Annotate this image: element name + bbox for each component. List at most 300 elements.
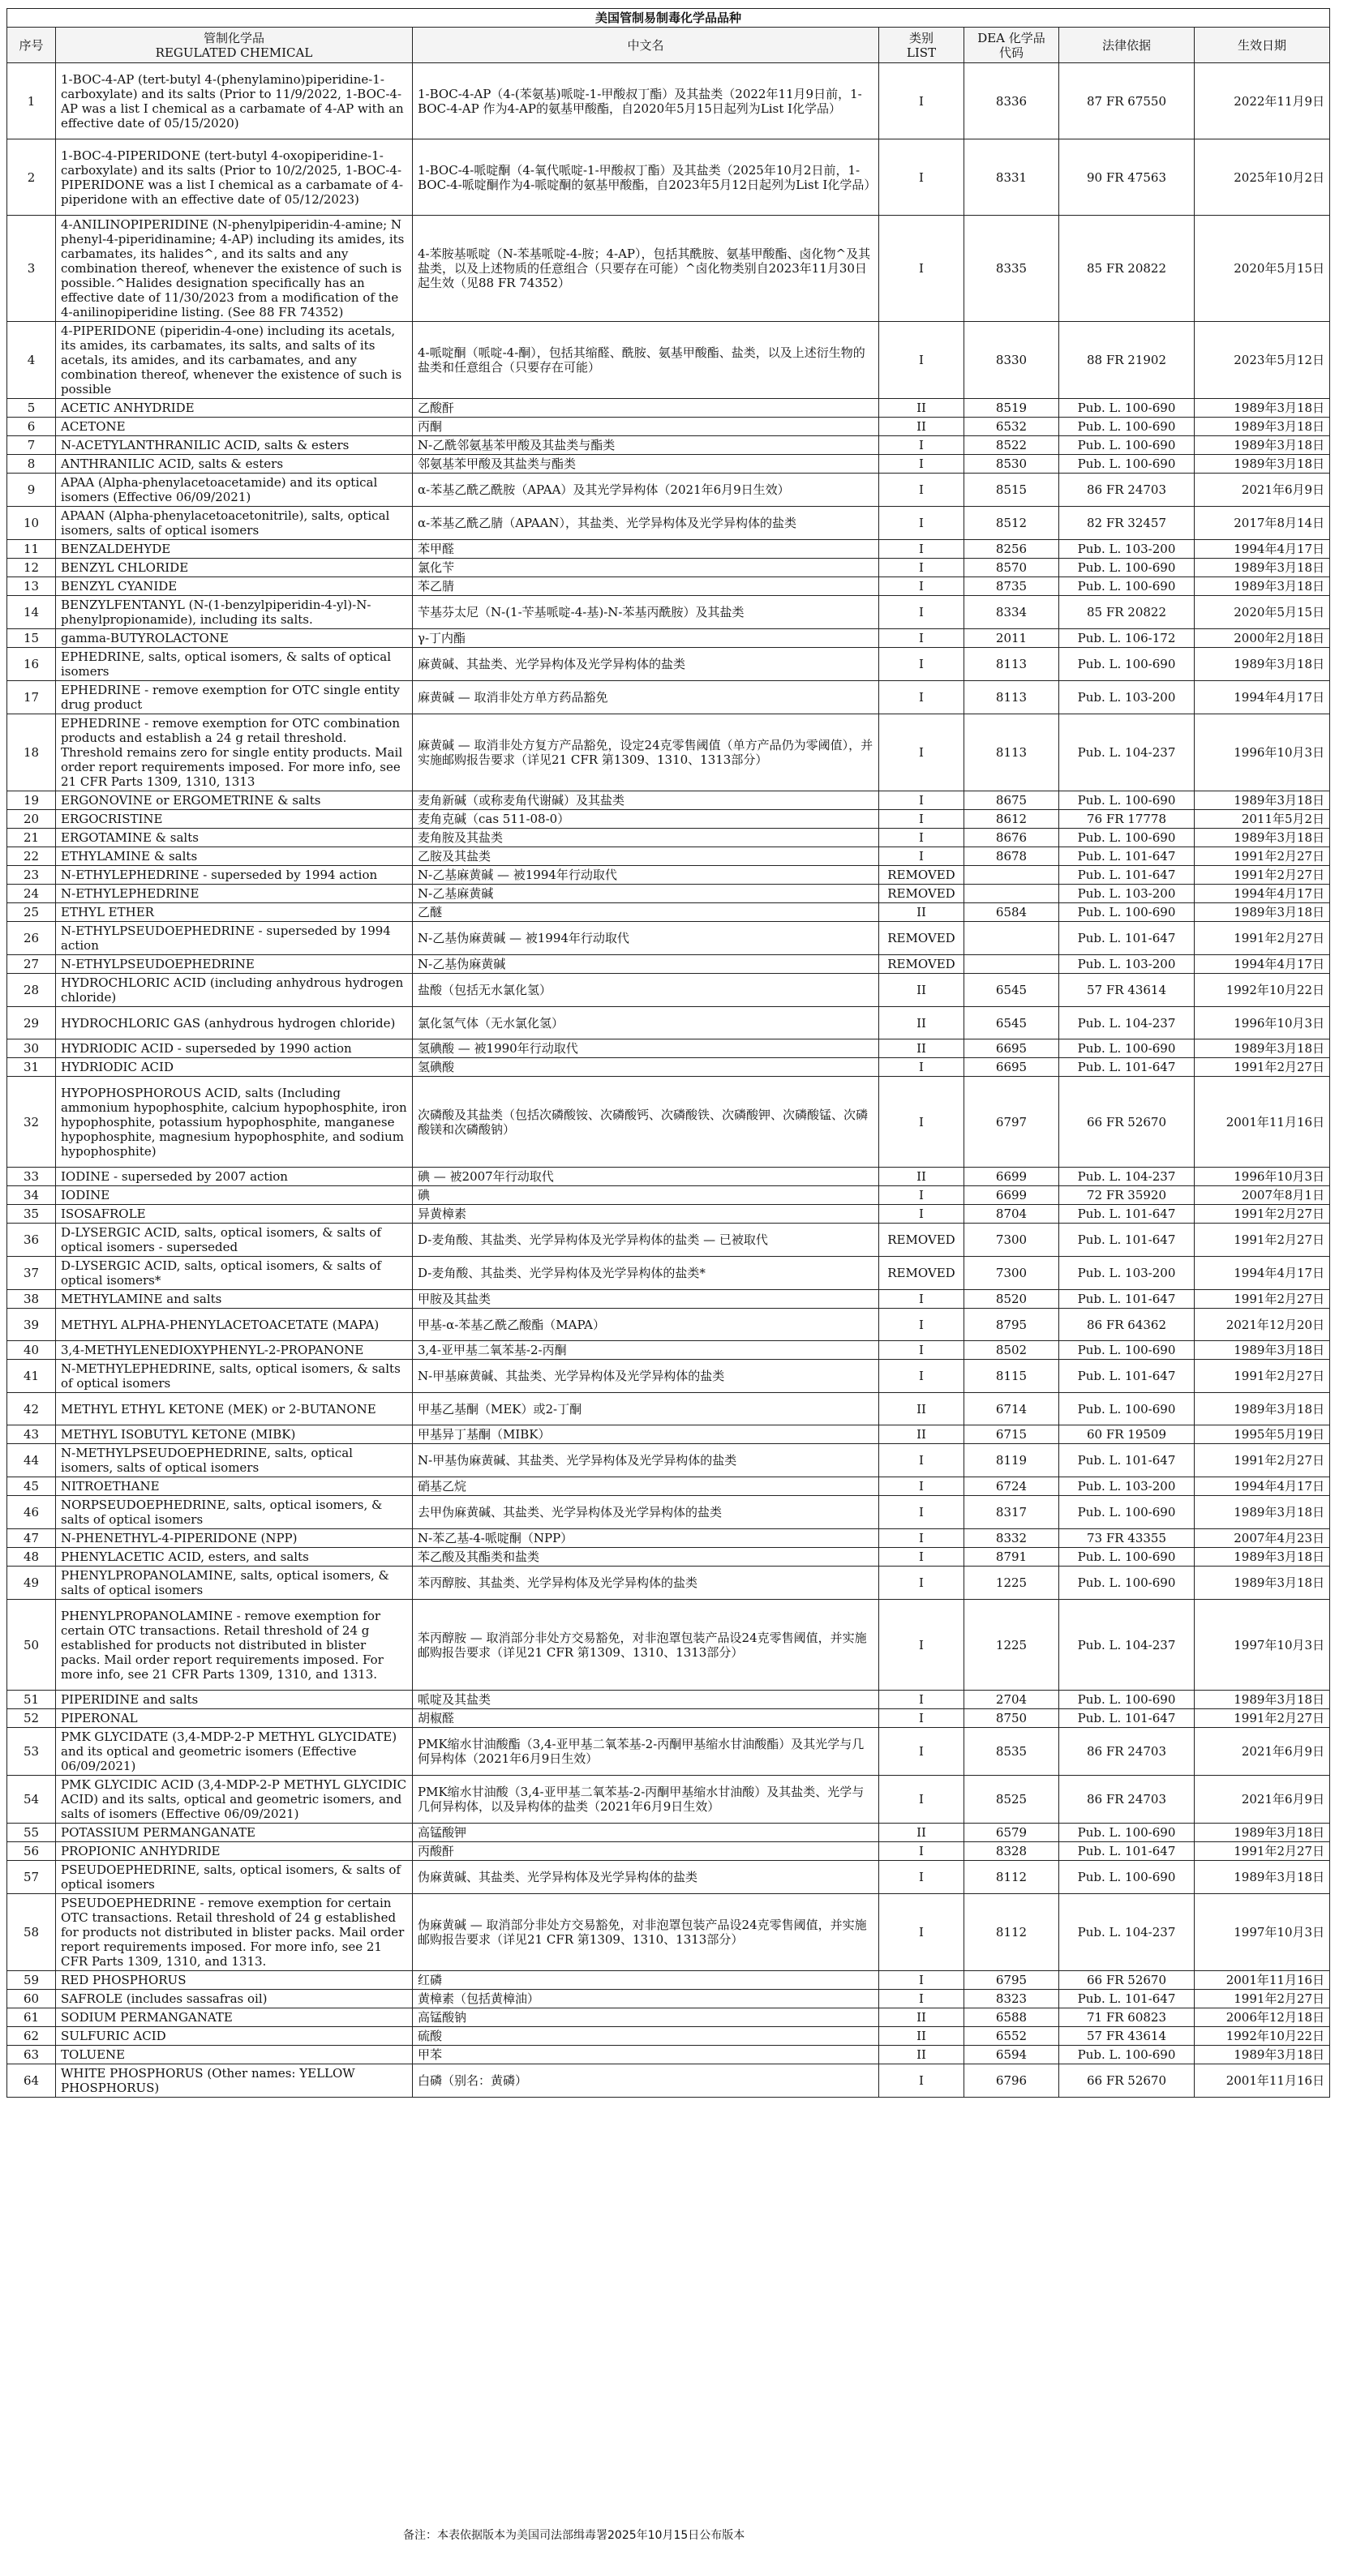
effective-date: 1989年3月18日 — [1195, 791, 1330, 810]
dea-code: 6532 — [964, 418, 1059, 436]
effective-date: 1991年2月27日 — [1195, 1444, 1330, 1477]
list-class: I — [879, 1496, 964, 1529]
dea-code: 8678 — [964, 847, 1059, 866]
row-number: 50 — [7, 1600, 56, 1691]
row-number: 57 — [7, 1861, 56, 1894]
chemical-name-en: N-ETHYLPSEUDOEPHEDRINE - superseded by 1994 action — [56, 922, 413, 955]
list-class: I — [879, 63, 964, 139]
list-class: I — [879, 216, 964, 322]
chemical-name-en: 1-BOC-4-AP (tert-butyl 4-(phenylamino)piperidine-1-carboxylate) and its salts (Prior to 11/9/2022, 1-BOC-4-AP was a list I chemical as a carbamate of 4-AP with an effective date of 05/15/2020) — [56, 63, 413, 139]
legal-basis: Pub. L. 101-647 — [1059, 1990, 1195, 2008]
legal-basis: Pub. L. 100-690 — [1059, 791, 1195, 810]
chemical-name-en: POTASSIUM PERMANGANATE — [56, 1824, 413, 1842]
list-class: II — [879, 399, 964, 418]
legal-basis: Pub. L. 101-647 — [1059, 1205, 1195, 1224]
chemical-table — [6, 8, 1330, 2098]
list-class: I — [879, 322, 964, 399]
row-number: 24 — [7, 885, 56, 903]
dea-code: 8323 — [964, 1990, 1059, 2008]
chemical-name-en: HYDROCHLORIC ACID (including anhydrous hydrogen chloride) — [56, 974, 413, 1007]
list-class: I — [879, 474, 964, 507]
chemical-name-en: PHENYLPROPANOLAMINE - remove exemption for certain OTC transactions. Retail threshold of 24 g established for products not distributed in blister packs. Mail order report requirements imposed. For more info, see 21 CFR Parts 1309, 1310, and 1313. — [56, 1600, 413, 1691]
legal-basis: Pub. L. 100-690 — [1059, 1341, 1195, 1360]
effective-date: 1989年3月18日 — [1195, 577, 1330, 596]
header-list — [879, 28, 964, 63]
effective-date: 1991年2月27日 — [1195, 1205, 1330, 1224]
chemical-name-cn: 邻氨基苯甲酸及其盐类与酯类 — [413, 455, 879, 474]
dea-code: 8676 — [964, 829, 1059, 847]
effective-date: 2020年5月15日 — [1195, 216, 1330, 322]
list-class: II — [879, 418, 964, 436]
row-number: 41 — [7, 1360, 56, 1393]
effective-date: 1989年3月18日 — [1195, 1548, 1330, 1567]
chemical-name-cn: 4-苯胺基哌啶（N-苯基哌啶-4-胺；4-AP），包括其酰胺、氨基甲酸酯、卤化物^及其盐类，以及上述物质的任意组合（只要存在可能）^卤化物类别自2023年11月30日起生效（见88 FR 74352） — [413, 216, 879, 322]
dea-code: 6797 — [964, 1077, 1059, 1168]
legal-basis: 85 FR 20822 — [1059, 596, 1195, 629]
table-row — [7, 847, 1330, 866]
table-row — [7, 1728, 1330, 1776]
table-row — [7, 139, 1330, 216]
chemical-name-en: NITROETHANE — [56, 1477, 413, 1496]
table-row — [7, 559, 1330, 577]
table-row — [7, 810, 1330, 829]
chemical-name-en: N-ACETYLANTHRANILIC ACID, salts & esters — [56, 436, 413, 455]
chemical-name-en: 3,4-METHYLENEDIOXYPHENYL-2-PROPANONE — [56, 1341, 413, 1360]
effective-date: 2017年8月14日 — [1195, 507, 1330, 540]
dea-code: 8256 — [964, 540, 1059, 559]
chemical-name-en: ETHYL ETHER — [56, 903, 413, 922]
table-row — [7, 903, 1330, 922]
effective-date: 1994年4月17日 — [1195, 681, 1330, 714]
table-row — [7, 1600, 1330, 1691]
legal-basis: Pub. L. 103-200 — [1059, 540, 1195, 559]
dea-code: 8750 — [964, 1709, 1059, 1728]
effective-date: 2020年5月15日 — [1195, 596, 1330, 629]
list-class: I — [879, 455, 964, 474]
chemical-name-en: METHYL ISOBUTYL KETONE (MIBK) — [56, 1425, 413, 1444]
effective-date: 1989年3月18日 — [1195, 1393, 1330, 1425]
legal-basis: Pub. L. 100-690 — [1059, 1824, 1195, 1842]
effective-date: 2000年2月18日 — [1195, 629, 1330, 648]
dea-code: 8330 — [964, 322, 1059, 399]
effective-date: 1989年3月18日 — [1195, 1567, 1330, 1600]
effective-date: 1996年10月3日 — [1195, 714, 1330, 791]
header-list-cn: 类别 — [908, 30, 934, 45]
header-code — [964, 28, 1059, 63]
list-class: I — [879, 1186, 964, 1205]
legal-basis: Pub. L. 101-647 — [1059, 1058, 1195, 1077]
effective-date: 1994年4月17日 — [1195, 885, 1330, 903]
chemical-name-cn: 苯甲醛 — [413, 540, 879, 559]
effective-date: 1989年3月18日 — [1195, 1861, 1330, 1894]
legal-basis: Pub. L. 100-690 — [1059, 1861, 1195, 1894]
list-class: I — [879, 1360, 964, 1393]
legal-basis: Pub. L. 104-237 — [1059, 1007, 1195, 1039]
legal-basis: Pub. L. 103-200 — [1059, 1257, 1195, 1290]
dea-code: 7300 — [964, 1257, 1059, 1290]
row-number: 4 — [7, 322, 56, 399]
chemical-name-en: HYDRIODIC ACID — [56, 1058, 413, 1077]
list-class: I — [879, 540, 964, 559]
table-row — [7, 714, 1330, 791]
effective-date: 1989年3月18日 — [1195, 1039, 1330, 1058]
effective-date: 1994年4月17日 — [1195, 955, 1330, 974]
row-number: 35 — [7, 1205, 56, 1224]
dea-code: 6796 — [964, 2064, 1059, 2098]
legal-basis: 82 FR 32457 — [1059, 507, 1195, 540]
effective-date: 2025年10月2日 — [1195, 139, 1330, 216]
dea-code: 8522 — [964, 436, 1059, 455]
list-class: REMOVED — [879, 1257, 964, 1290]
effective-date: 1991年2月27日 — [1195, 1360, 1330, 1393]
table-row — [7, 540, 1330, 559]
chemical-name-cn: 甲基异丁基酮（MIBK） — [413, 1425, 879, 1444]
legal-basis: 87 FR 67550 — [1059, 63, 1195, 139]
chemical-name-en: PHENYLACETIC ACID, esters, and salts — [56, 1548, 413, 1567]
chemical-name-en: N-METHYLEPHEDRINE, salts, optical isomers, & salts of optical isomers — [56, 1360, 413, 1393]
table-row — [7, 1824, 1330, 1842]
chemical-name-en: ETHYLAMINE & salts — [56, 847, 413, 866]
row-number: 39 — [7, 1309, 56, 1341]
chemical-name-cn: 3,4-亚甲基二氧苯基-2-丙酮 — [413, 1341, 879, 1360]
legal-basis: Pub. L. 104-237 — [1059, 714, 1195, 791]
table-row — [7, 829, 1330, 847]
chemical-name-cn: γ-丁内酯 — [413, 629, 879, 648]
row-number: 22 — [7, 847, 56, 866]
dea-code: 8570 — [964, 559, 1059, 577]
chemical-name-en: ERGONOVINE or ERGOMETRINE & salts — [56, 791, 413, 810]
row-number: 2 — [7, 139, 56, 216]
chemical-name-en: IODINE - superseded by 2007 action — [56, 1168, 413, 1186]
chemical-name-en: 4-PIPERIDONE (piperidin-4-one) including its acetals, its amides, its carbamates, its salts, and salts of its acetals, its amides, and its carbamates, and any combination thereof, whenever the existence of such is possible — [56, 322, 413, 399]
legal-basis: Pub. L. 100-690 — [1059, 436, 1195, 455]
table-row — [7, 1567, 1330, 1600]
legal-basis: Pub. L. 100-690 — [1059, 648, 1195, 681]
table-row — [7, 1224, 1330, 1257]
legal-basis: 57 FR 43614 — [1059, 2027, 1195, 2046]
table-row — [7, 681, 1330, 714]
row-number: 3 — [7, 216, 56, 322]
list-class: I — [879, 1341, 964, 1360]
chemical-name-en: ACETONE — [56, 418, 413, 436]
legal-basis: 57 FR 43614 — [1059, 974, 1195, 1007]
effective-date: 1991年2月27日 — [1195, 1224, 1330, 1257]
list-class: I — [879, 681, 964, 714]
table-row — [7, 974, 1330, 1007]
effective-date: 1991年2月27日 — [1195, 1709, 1330, 1728]
chemical-name-en: N-METHYLPSEUDOEPHEDRINE, salts, optical isomers, salts of optical isomers — [56, 1444, 413, 1477]
dea-code: 8512 — [964, 507, 1059, 540]
dea-code: 8336 — [964, 63, 1059, 139]
header-name-cn: 中文名 — [413, 28, 879, 63]
row-number: 9 — [7, 474, 56, 507]
effective-date: 2021年12月20日 — [1195, 1309, 1330, 1341]
chemical-name-en: PROPIONIC ANHYDRIDE — [56, 1842, 413, 1861]
chemical-name-cn: 苄基芬太尼（N-(1-苄基哌啶-4-基)-N-苯基丙酰胺）及其盐类 — [413, 596, 879, 629]
legal-basis: Pub. L. 100-690 — [1059, 1393, 1195, 1425]
chemical-name-cn: N-乙基麻黄碱 — 被1994年行动取代 — [413, 866, 879, 885]
legal-basis: Pub. L. 101-647 — [1059, 1444, 1195, 1477]
legal-basis: Pub. L. 101-647 — [1059, 1709, 1195, 1728]
table-row — [7, 955, 1330, 974]
table-row — [7, 474, 1330, 507]
dea-code: 8735 — [964, 577, 1059, 596]
chemical-name-cn: 甲苯 — [413, 2046, 879, 2064]
row-number: 16 — [7, 648, 56, 681]
effective-date: 1992年10月22日 — [1195, 2027, 1330, 2046]
chemical-name-cn: N-乙基麻黄碱 — [413, 885, 879, 903]
chemical-name-cn: 1-BOC-4-哌啶酮（4-氧代哌啶-1-甲酸叔丁酯）及其盐类（2025年10月2日前，1-BOC-4-哌啶酮作为4-哌啶酮的氨基甲酸酯，自2023年5月12日起列为List I化学品） — [413, 139, 879, 216]
chemical-name-cn: 氯化氢气体（无水氯化氢） — [413, 1007, 879, 1039]
table-row — [7, 922, 1330, 955]
table-row — [7, 1425, 1330, 1444]
chemical-name-en: METHYLAMINE and salts — [56, 1290, 413, 1309]
dea-code: 1225 — [964, 1567, 1059, 1600]
table-row — [7, 1290, 1330, 1309]
row-number: 62 — [7, 2027, 56, 2046]
effective-date: 1989年3月18日 — [1195, 1496, 1330, 1529]
legal-basis: Pub. L. 103-200 — [1059, 1477, 1195, 1496]
list-class: REMOVED — [879, 885, 964, 903]
effective-date: 1997年10月3日 — [1195, 1894, 1330, 1971]
row-number: 33 — [7, 1168, 56, 1186]
chemical-name-en: PHENYLPROPANOLAMINE, salts, optical isomers, & salts of optical isomers — [56, 1567, 413, 1600]
table-row — [7, 2064, 1330, 2098]
chemical-name-cn: 麦角新碱（或称麦角代谢碱）及其盐类 — [413, 791, 879, 810]
row-number: 21 — [7, 829, 56, 847]
chemical-name-cn: 苯乙腈 — [413, 577, 879, 596]
chemical-name-en: HYDRIODIC ACID - superseded by 1990 action — [56, 1039, 413, 1058]
legal-basis: Pub. L. 100-690 — [1059, 577, 1195, 596]
dea-code: 8525 — [964, 1776, 1059, 1824]
dea-code: 6695 — [964, 1058, 1059, 1077]
chemical-name-en: RED PHOSPHORUS — [56, 1971, 413, 1990]
row-number: 11 — [7, 540, 56, 559]
chemical-name-cn: α-苯基乙酰乙酰胺（APAA）及其光学异构体（2021年6月9日生效） — [413, 474, 879, 507]
row-number: 31 — [7, 1058, 56, 1077]
effective-date: 1989年3月18日 — [1195, 559, 1330, 577]
header-chemical-cn: 管制化学品 — [203, 30, 264, 45]
dea-code: 8530 — [964, 455, 1059, 474]
list-class: I — [879, 2064, 964, 2098]
effective-date: 2011年5月2日 — [1195, 810, 1330, 829]
table-row — [7, 1444, 1330, 1477]
chemical-name-en: N-ETHYLEPHEDRINE - superseded by 1994 action — [56, 866, 413, 885]
chemical-name-cn: 1-BOC-4-AP（4-(苯氨基)哌啶-1-甲酸叔丁酯）及其盐类（2022年11月9日前，1-BOC-4-AP 作为4-AP的氨基甲酸酯，自2020年5月15日起列为List I化学品） — [413, 63, 879, 139]
chemical-name-cn: 硫酸 — [413, 2027, 879, 2046]
header-chemical-en: REGULATED CHEMICAL — [155, 45, 313, 60]
list-class: II — [879, 903, 964, 922]
chemical-name-cn: 麻黄碱 — 取消非处方单方药品豁免 — [413, 681, 879, 714]
row-number: 25 — [7, 903, 56, 922]
chemical-name-en: TOLUENE — [56, 2046, 413, 2064]
chemical-name-cn: 4-哌啶酮（哌啶-4-酮），包括其缩醛、酰胺、氨基甲酸酯、盐类，以及上述衍生物的盐类和任意组合（只要存在可能） — [413, 322, 879, 399]
dea-code: 8119 — [964, 1444, 1059, 1477]
legal-basis: Pub. L. 104-237 — [1059, 1600, 1195, 1691]
dea-code: 8515 — [964, 474, 1059, 507]
dea-code: 8113 — [964, 681, 1059, 714]
dea-code: 6715 — [964, 1425, 1059, 1444]
dea-code: 8791 — [964, 1548, 1059, 1567]
dea-code: 8502 — [964, 1341, 1059, 1360]
row-number: 34 — [7, 1186, 56, 1205]
chemical-name-cn: α-苯基乙酰乙腈（APAAN），其盐类、光学异构体及光学异构体的盐类 — [413, 507, 879, 540]
row-number: 17 — [7, 681, 56, 714]
chemical-name-en: D-LYSERGIC ACID, salts, optical isomers, & salts of optical isomers - superseded — [56, 1224, 413, 1257]
table-row — [7, 1842, 1330, 1861]
legal-basis: Pub. L. 101-647 — [1059, 1224, 1195, 1257]
chemical-name-en: BENZYLFENTANYL (N-(1-benzylpiperidin-4-yl)-N-phenylpropionamide), including its salts. — [56, 596, 413, 629]
chemical-name-cn: 异黄樟素 — [413, 1205, 879, 1224]
chemical-name-en: EPHEDRINE, salts, optical isomers, & salts of optical isomers — [56, 648, 413, 681]
dea-code: 8112 — [964, 1894, 1059, 1971]
chemical-name-cn: 硝基乙烷 — [413, 1477, 879, 1496]
effective-date: 2007年8月1日 — [1195, 1186, 1330, 1205]
row-number: 20 — [7, 810, 56, 829]
table-row — [7, 648, 1330, 681]
row-number: 61 — [7, 2008, 56, 2027]
list-class: I — [879, 1971, 964, 1990]
dea-code: 6695 — [964, 1039, 1059, 1058]
row-number: 45 — [7, 1477, 56, 1496]
table-row — [7, 1990, 1330, 2008]
list-class: II — [879, 1039, 964, 1058]
chemical-name-en: D-LYSERGIC ACID, salts, optical isomers, & salts of optical isomers* — [56, 1257, 413, 1290]
list-class: I — [879, 1691, 964, 1709]
table-row — [7, 1168, 1330, 1186]
list-class: I — [879, 139, 964, 216]
legal-basis: Pub. L. 100-690 — [1059, 1548, 1195, 1567]
header-row — [7, 28, 1330, 63]
legal-basis: Pub. L. 100-690 — [1059, 2046, 1195, 2064]
list-class: I — [879, 577, 964, 596]
chemical-name-en: N-ETHYLPSEUDOEPHEDRINE — [56, 955, 413, 974]
chemical-name-cn: 哌啶及其盐类 — [413, 1691, 879, 1709]
row-number: 15 — [7, 629, 56, 648]
effective-date: 1997年10月3日 — [1195, 1600, 1330, 1691]
row-number: 5 — [7, 399, 56, 418]
header-code-cn: DEA 化学品 — [977, 30, 1045, 45]
dea-code: 8704 — [964, 1205, 1059, 1224]
list-class: II — [879, 2027, 964, 2046]
dea-code: 6588 — [964, 2008, 1059, 2027]
chemical-name-en: 1-BOC-4-PIPERIDONE (tert-butyl 4-oxopiperidine-1-carboxylate) and its salts (Prior to 10/2/2025, 1-BOC-4-PIPERIDONE was a list I chemical as a carbamate of 4-piperidone with an effective date of 05/12/2023) — [56, 139, 413, 216]
chemical-name-en: ANTHRANILIC ACID, salts & esters — [56, 455, 413, 474]
effective-date: 2021年6月9日 — [1195, 1728, 1330, 1776]
chemical-name-cn: 胡椒醛 — [413, 1709, 879, 1728]
list-class: I — [879, 1990, 964, 2008]
row-number: 32 — [7, 1077, 56, 1168]
effective-date: 2023年5月12日 — [1195, 322, 1330, 399]
row-number: 6 — [7, 418, 56, 436]
effective-date: 2021年6月9日 — [1195, 1776, 1330, 1824]
row-number: 46 — [7, 1496, 56, 1529]
effective-date: 1996年10月3日 — [1195, 1007, 1330, 1039]
dea-code: 7300 — [964, 1224, 1059, 1257]
effective-date: 1994年4月17日 — [1195, 540, 1330, 559]
chemical-name-cn: 氢碘酸 — [413, 1058, 879, 1077]
chemical-name-en: SULFURIC ACID — [56, 2027, 413, 2046]
list-class: I — [879, 559, 964, 577]
list-class: II — [879, 1425, 964, 1444]
chemical-name-cn: 乙醚 — [413, 903, 879, 922]
list-class: I — [879, 847, 964, 866]
effective-date: 2022年11月9日 — [1195, 63, 1330, 139]
chemical-name-en: EPHEDRINE - remove exemption for OTC combination products and establish a 24 g retail threshold. Threshold remains zero for single entity products. Mail order report requirements imposed. For more info, see 21 CFR Parts 1309, 1310, 1313 — [56, 714, 413, 791]
row-number: 30 — [7, 1039, 56, 1058]
dea-code — [964, 885, 1059, 903]
legal-basis: 86 FR 24703 — [1059, 1776, 1195, 1824]
dea-code: 8612 — [964, 810, 1059, 829]
effective-date: 1991年2月27日 — [1195, 1990, 1330, 2008]
chemical-name-en: PSEUDOEPHEDRINE - remove exemption for certain OTC transactions. Retail threshold of 24 g established for products not distributed in blister packs. Mail order report requirements imposed. For more info, see 21 CFR Parts 1309, 1310, and 1313. — [56, 1894, 413, 1971]
effective-date: 1989年3月18日 — [1195, 648, 1330, 681]
effective-date: 1989年3月18日 — [1195, 1691, 1330, 1709]
chemical-name-cn: D-麦角酸、其盐类、光学异构体及光学异构体的盐类* — [413, 1257, 879, 1290]
dea-code: 8519 — [964, 399, 1059, 418]
legal-basis: Pub. L. 101-647 — [1059, 1360, 1195, 1393]
effective-date: 1994年4月17日 — [1195, 1477, 1330, 1496]
legal-basis: Pub. L. 101-647 — [1059, 922, 1195, 955]
row-number: 23 — [7, 866, 56, 885]
row-number: 26 — [7, 922, 56, 955]
table-row — [7, 1186, 1330, 1205]
chemical-name-cn: 次磷酸及其盐类（包括次磷酸铵、次磷酸钙、次磷酸铁、次磷酸钾、次磷酸锰、次磷酸镁和次磷酸钠） — [413, 1077, 879, 1168]
chemical-name-cn: 甲基-α-苯基乙酰乙酸酯（MAPA） — [413, 1309, 879, 1341]
row-number: 18 — [7, 714, 56, 791]
list-class: II — [879, 974, 964, 1007]
footnote: 备注：本表依据版本为美国司法部缉毒署2025年10月15日公布版本 — [403, 2529, 745, 2542]
table-row — [7, 2008, 1330, 2027]
effective-date: 1989年3月18日 — [1195, 1341, 1330, 1360]
effective-date: 1989年3月18日 — [1195, 436, 1330, 455]
row-number: 58 — [7, 1894, 56, 1971]
dea-code: 6545 — [964, 974, 1059, 1007]
chemical-name-cn: 高锰酸钠 — [413, 2008, 879, 2027]
row-number: 55 — [7, 1824, 56, 1842]
row-number: 28 — [7, 974, 56, 1007]
chemical-name-en: ERGOCRISTINE — [56, 810, 413, 829]
list-class: REMOVED — [879, 922, 964, 955]
legal-basis: Pub. L. 100-690 — [1059, 418, 1195, 436]
table-row — [7, 1709, 1330, 1728]
effective-date: 1991年2月27日 — [1195, 847, 1330, 866]
table-row — [7, 436, 1330, 455]
chemical-name-cn: 氯化苄 — [413, 559, 879, 577]
legal-basis: 85 FR 20822 — [1059, 216, 1195, 322]
chemical-name-cn: 苯丙醇胺、其盐类、光学异构体及光学异构体的盐类 — [413, 1567, 879, 1600]
effective-date: 2001年11月16日 — [1195, 1971, 1330, 1990]
chemical-name-cn: 甲基乙基酮（MEK）或2-丁酮 — [413, 1393, 879, 1425]
chemical-name-en: PIPERIDINE and salts — [56, 1691, 413, 1709]
header-chemical — [56, 28, 413, 63]
row-number: 27 — [7, 955, 56, 974]
list-class: I — [879, 1728, 964, 1776]
table-row — [7, 1971, 1330, 1990]
legal-basis: Pub. L. 100-690 — [1059, 1691, 1195, 1709]
dea-code: 8535 — [964, 1728, 1059, 1776]
table-row — [7, 866, 1330, 885]
chemical-name-en: METHYL ETHYL KETONE (MEK) or 2-BUTANONE — [56, 1393, 413, 1425]
legal-basis: 71 FR 60823 — [1059, 2008, 1195, 2027]
chemical-name-en: EPHEDRINE - remove exemption for OTC single entity drug product — [56, 681, 413, 714]
effective-date: 2001年11月16日 — [1195, 2064, 1330, 2098]
chemical-name-en: APAAN (Alpha-phenylacetoacetonitrile), salts, optical isomers, salts of optical isomers — [56, 507, 413, 540]
chemical-name-en: PIPERONAL — [56, 1709, 413, 1728]
chemical-name-cn: 丙酮 — [413, 418, 879, 436]
list-class: I — [879, 1290, 964, 1309]
table-row — [7, 1548, 1330, 1567]
